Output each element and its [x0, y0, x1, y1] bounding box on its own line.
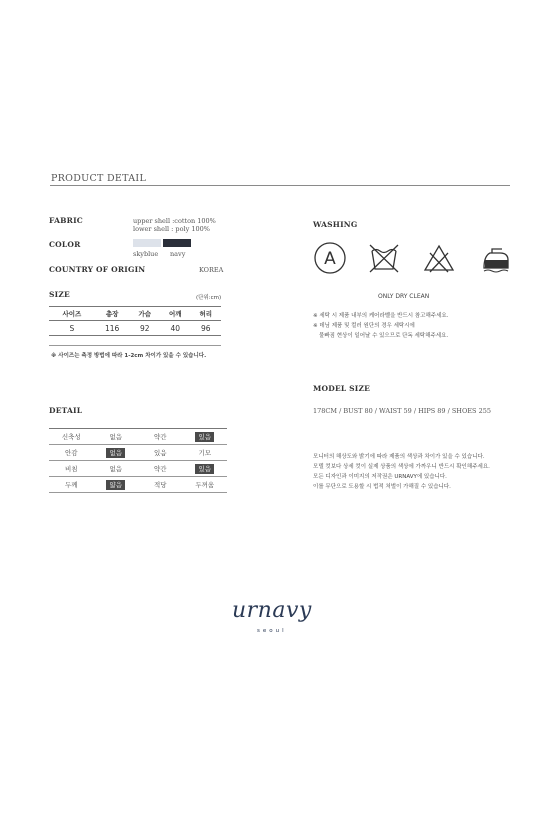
size-table [49, 306, 221, 336]
detail-option: 적당 [153, 481, 167, 489]
detail-row-name: 안감 [49, 445, 94, 461]
size-cell: 40 [160, 321, 190, 336]
size-header-cell: 가슴 [130, 307, 160, 321]
detail-label: DETAIL [49, 406, 83, 415]
size-divider [49, 345, 221, 346]
model-size-value: 178CM / BUST 80 / WAIST 59 / HIPS 89 / SHOES 255 [313, 407, 491, 415]
detail-row [49, 429, 227, 445]
model-size-label: MODEL SIZE [313, 384, 371, 393]
size-cell: S [49, 321, 95, 336]
brand-sub: seoul [257, 628, 287, 634]
washing-label: WASHING [313, 220, 358, 229]
notice-line: 모델 컷보다 상세 컷이 실제 상품의 색상에 가까우니 반드시 확인해주세요. [313, 464, 490, 470]
size-header-cell: 허리 [190, 307, 221, 321]
color-label: COLOR [49, 240, 81, 249]
size-cell: 92 [130, 321, 160, 336]
size-note: ※ 사이즈는 측정 방법에 따라 1-2cm 차이가 있을 수 있습니다. [51, 353, 207, 359]
detail-option: 있음 [195, 432, 214, 442]
detail-option: 없음 [109, 465, 123, 473]
iron-icon [478, 241, 512, 275]
origin-label: COUNTRY OF ORIGIN [49, 265, 146, 274]
detail-option: 얇음 [106, 480, 125, 490]
color-name-navy: navy [170, 250, 186, 258]
size-label: SIZE [49, 290, 70, 299]
washing-note-1: ※ 세탁 시 제품 내부의 케어라벨을 반드시 참고해주세요. [313, 313, 449, 319]
detail-row-name: 두께 [49, 477, 94, 493]
washing-caption: ONLY DRY CLEAN [378, 293, 430, 300]
detail-option: 있음 [195, 464, 214, 474]
origin-value: KOREA [199, 266, 224, 274]
washing-note-2: ※ 데님 제품 및 컬러 원단의 경우 세탁시에 [313, 323, 415, 329]
title-divider [50, 185, 510, 186]
detail-option: 없음 [109, 433, 123, 441]
dry-clean-a-icon [313, 241, 347, 275]
brand-logo: urnavy [232, 598, 312, 623]
size-cell: 116 [95, 321, 130, 336]
color-swatch-skyblue [133, 239, 161, 247]
detail-row [49, 461, 227, 477]
size-cell: 96 [190, 321, 221, 336]
fabric-line-1: upper shell :cotton 100% [133, 217, 216, 225]
detail-row-name: 비침 [49, 461, 94, 477]
detail-option: 두꺼움 [195, 481, 215, 489]
size-unit: (단위:cm) [196, 295, 222, 301]
size-header-cell: 어깨 [160, 307, 190, 321]
detail-option: 약간 [153, 433, 167, 441]
fabric-label: FABRIC [49, 216, 83, 225]
notice-line: 모든 디자인과 이미지의 저작권은 URNAVY에 있습니다. [313, 474, 447, 480]
size-row [49, 321, 221, 336]
size-header-cell: 총장 [95, 307, 130, 321]
no-wash-icon [367, 241, 401, 275]
color-swatch-navy [163, 239, 191, 247]
fabric-line-2: lower shell : poly 100% [133, 225, 210, 233]
color-name-skyblue: skyblue [133, 250, 159, 258]
detail-option: 약간 [153, 465, 167, 473]
detail-option: 기모 [198, 449, 212, 457]
notice-line: 모니터의 해상도와 밝기에 따라 제품의 색상과 차이가 있을 수 있습니다. [313, 454, 485, 460]
detail-row [49, 445, 227, 461]
size-header-cell: 사이즈 [49, 307, 95, 321]
notice-line: 이를 무단으로 도용할 시 법적 처벌이 가해질 수 있습니다. [313, 484, 451, 490]
size-header-row [49, 307, 221, 321]
svg-text:A: A [324, 249, 336, 269]
detail-row [49, 477, 227, 493]
detail-option: 있음 [153, 449, 167, 457]
no-bleach-icon [422, 241, 456, 275]
detail-option: 없음 [106, 448, 125, 458]
washing-note-3: 물빠짐 현상이 일어날 수 있으므로 단독 세탁해주세요. [319, 333, 449, 339]
detail-table [49, 428, 227, 493]
section-title: PRODUCT DETAIL [51, 173, 147, 184]
detail-row-name: 신축성 [49, 429, 94, 445]
